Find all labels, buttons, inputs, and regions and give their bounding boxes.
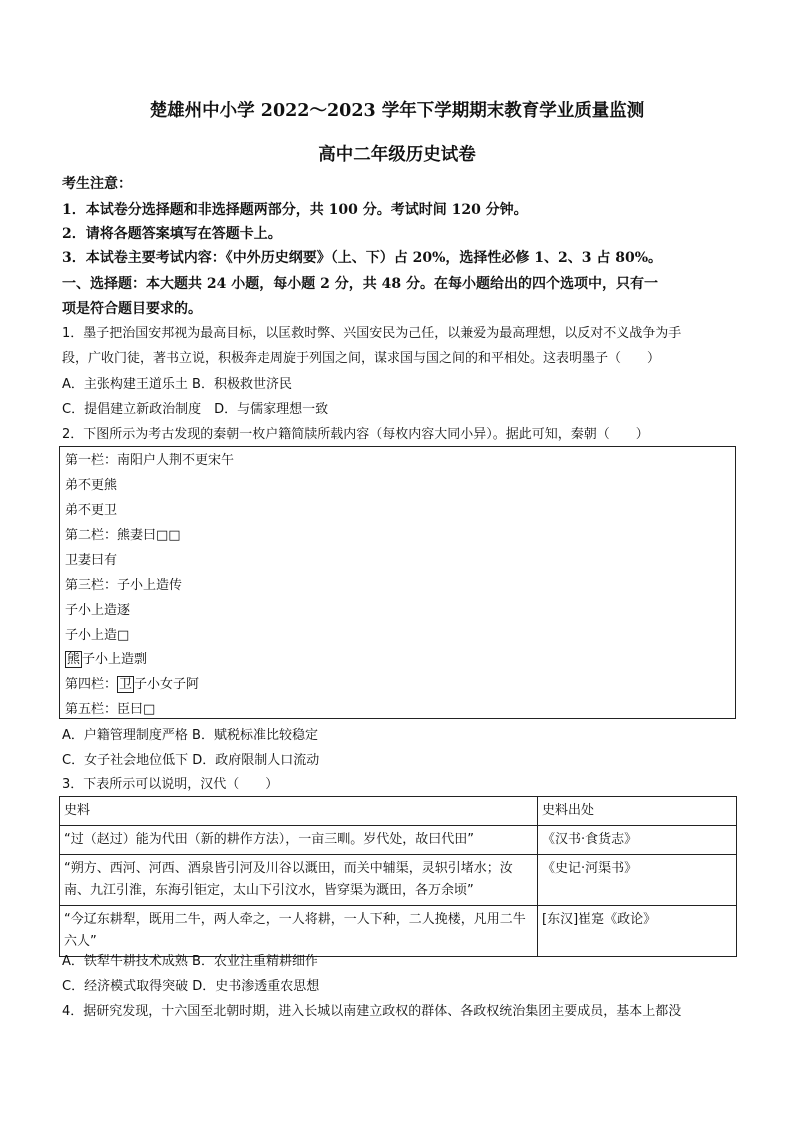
slip-row-text: 子小女子阿 (134, 677, 200, 692)
table-header-row (60, 797, 737, 826)
slip-row: 第一栏：南阳户人荆不更宋午 (65, 453, 235, 468)
table-cell-source: “今辽东耕犁，既用二牛，两人牵之，一人将耕，一人下种，二人挽楼，凡用二牛六人” (60, 906, 538, 957)
slip-row: 弟不更熊 (65, 478, 118, 493)
table-cell-origin: 《史记·河渠书》 (538, 855, 737, 906)
table-header-source: 史料 (60, 797, 538, 826)
notice-item-1: 1．本试卷分选择题和非选择题两部分，共 100 分。考试时间 120 分钟。 (62, 202, 528, 218)
q3-options-ab: A．铁犁牛耕技术成熟 B．农业注重精耕细作 (62, 954, 318, 969)
table-header-origin: 史料出处 (538, 797, 737, 826)
table-cell-origin: 《汉书·食货志》 (538, 826, 737, 855)
slip-row: 第三栏：子小上造传 (65, 578, 183, 593)
table-row (60, 906, 737, 957)
slip-row: 第二栏：熊妻曰□□ (65, 528, 181, 543)
q3-stem: 3．下表所示可以说明，汉代（ ） (62, 777, 279, 792)
exam-subtitle: 高中二年级历史试卷 (318, 145, 476, 165)
q1-stem-line2: 段，广收门徒，著书立说，积极奔走周旋于列国之间，谋求国与国之间的和平相处。这表明墨子（ ） (62, 351, 661, 366)
slip-row: 子小上造逐 (65, 603, 131, 618)
slip-row (65, 678, 199, 691)
slip-row (65, 653, 147, 666)
section1-instructions-line2: 项是符合题目要求的。 (62, 301, 202, 317)
q3-source-table (59, 796, 737, 957)
table-row (60, 826, 737, 855)
section1-instructions-line1: 一、选择题：本大题共 24 小题，每小题 2 分，共 48 分。在每小题给出的四个选项中，只有一 (62, 276, 658, 292)
slip-row-text: 子小上造剽 (82, 652, 148, 667)
q4-stem-line1: 4．据研究发现，十六国至北朝时期，进入长城以南建立政权的群体、各政权统治集团主要成员，基本上都没 (62, 1004, 682, 1019)
table-row (60, 855, 737, 906)
table-cell-source: “过（赵过）能为代田（新的耕作方法），一亩三甽。岁代处，故曰代田” (60, 826, 538, 855)
q2-options-cd: C．女子社会地位低下 D．政府限制人口流动 (62, 753, 320, 768)
q2-stem: 2．下图所示为考古发现的秦朝一枚户籍简牍所载内容（每枚内容大同小异）。据此可知，秦朝（ ） (62, 427, 649, 442)
q1-stem-line1: 1．墨子把治国安邦视为最高目标，以匡救时弊、兴国安民为己任，以兼爱为最高理想，以反对不义战争为手 (62, 326, 682, 341)
slip-row: 弟不更卫 (65, 503, 118, 518)
table-cell-source: “朔方、西河、河西、酒泉皆引河及川谷以溉田，而关中辅渠，灵轵引堵水；汝南、九江引淮，东海引钜定，太山下引汶水，皆穿渠为溉田，各万余顷” (60, 855, 538, 906)
q2-bamboo-slip-box (59, 446, 736, 719)
q2-options-ab: A．户籍管理制度严格 B．赋税标准比较稳定 (62, 728, 318, 743)
slip-row: 子小上造□ (65, 628, 130, 643)
notice-item-3: 3．本试卷主要考试内容：《中外历史纲要》（上、下）占 20%，选择性必修 1、2、3 占 80%。 (62, 250, 663, 266)
slip-row: 卫妻曰有 (65, 553, 118, 568)
q1-options-cd: C．提倡建立新政治制度 D．与儒家理想一致 (62, 402, 329, 417)
slip-framed-char: 卫 (119, 677, 133, 692)
table-cell-origin: [东汉]崔寔《政论》 (538, 906, 737, 957)
exam-title: 楚雄州中小学 2022～2023 学年下学期期末教育学业质量监测 (149, 101, 645, 121)
slip-framed-char: 熊 (67, 652, 81, 667)
q1-options-ab: A．主张构建王道乐土 B．积极救世济民 (62, 377, 292, 392)
slip-row-prefix: 第四栏： (65, 677, 118, 692)
notice-heading: 考生注意： (62, 176, 132, 192)
slip-row: 第五栏：臣曰□ (65, 702, 156, 717)
notice-item-2: 2．请将各题答案填写在答题卡上。 (62, 226, 282, 242)
q3-options-cd: C．经济模式取得突破 D．史书渗透重农思想 (62, 979, 320, 994)
